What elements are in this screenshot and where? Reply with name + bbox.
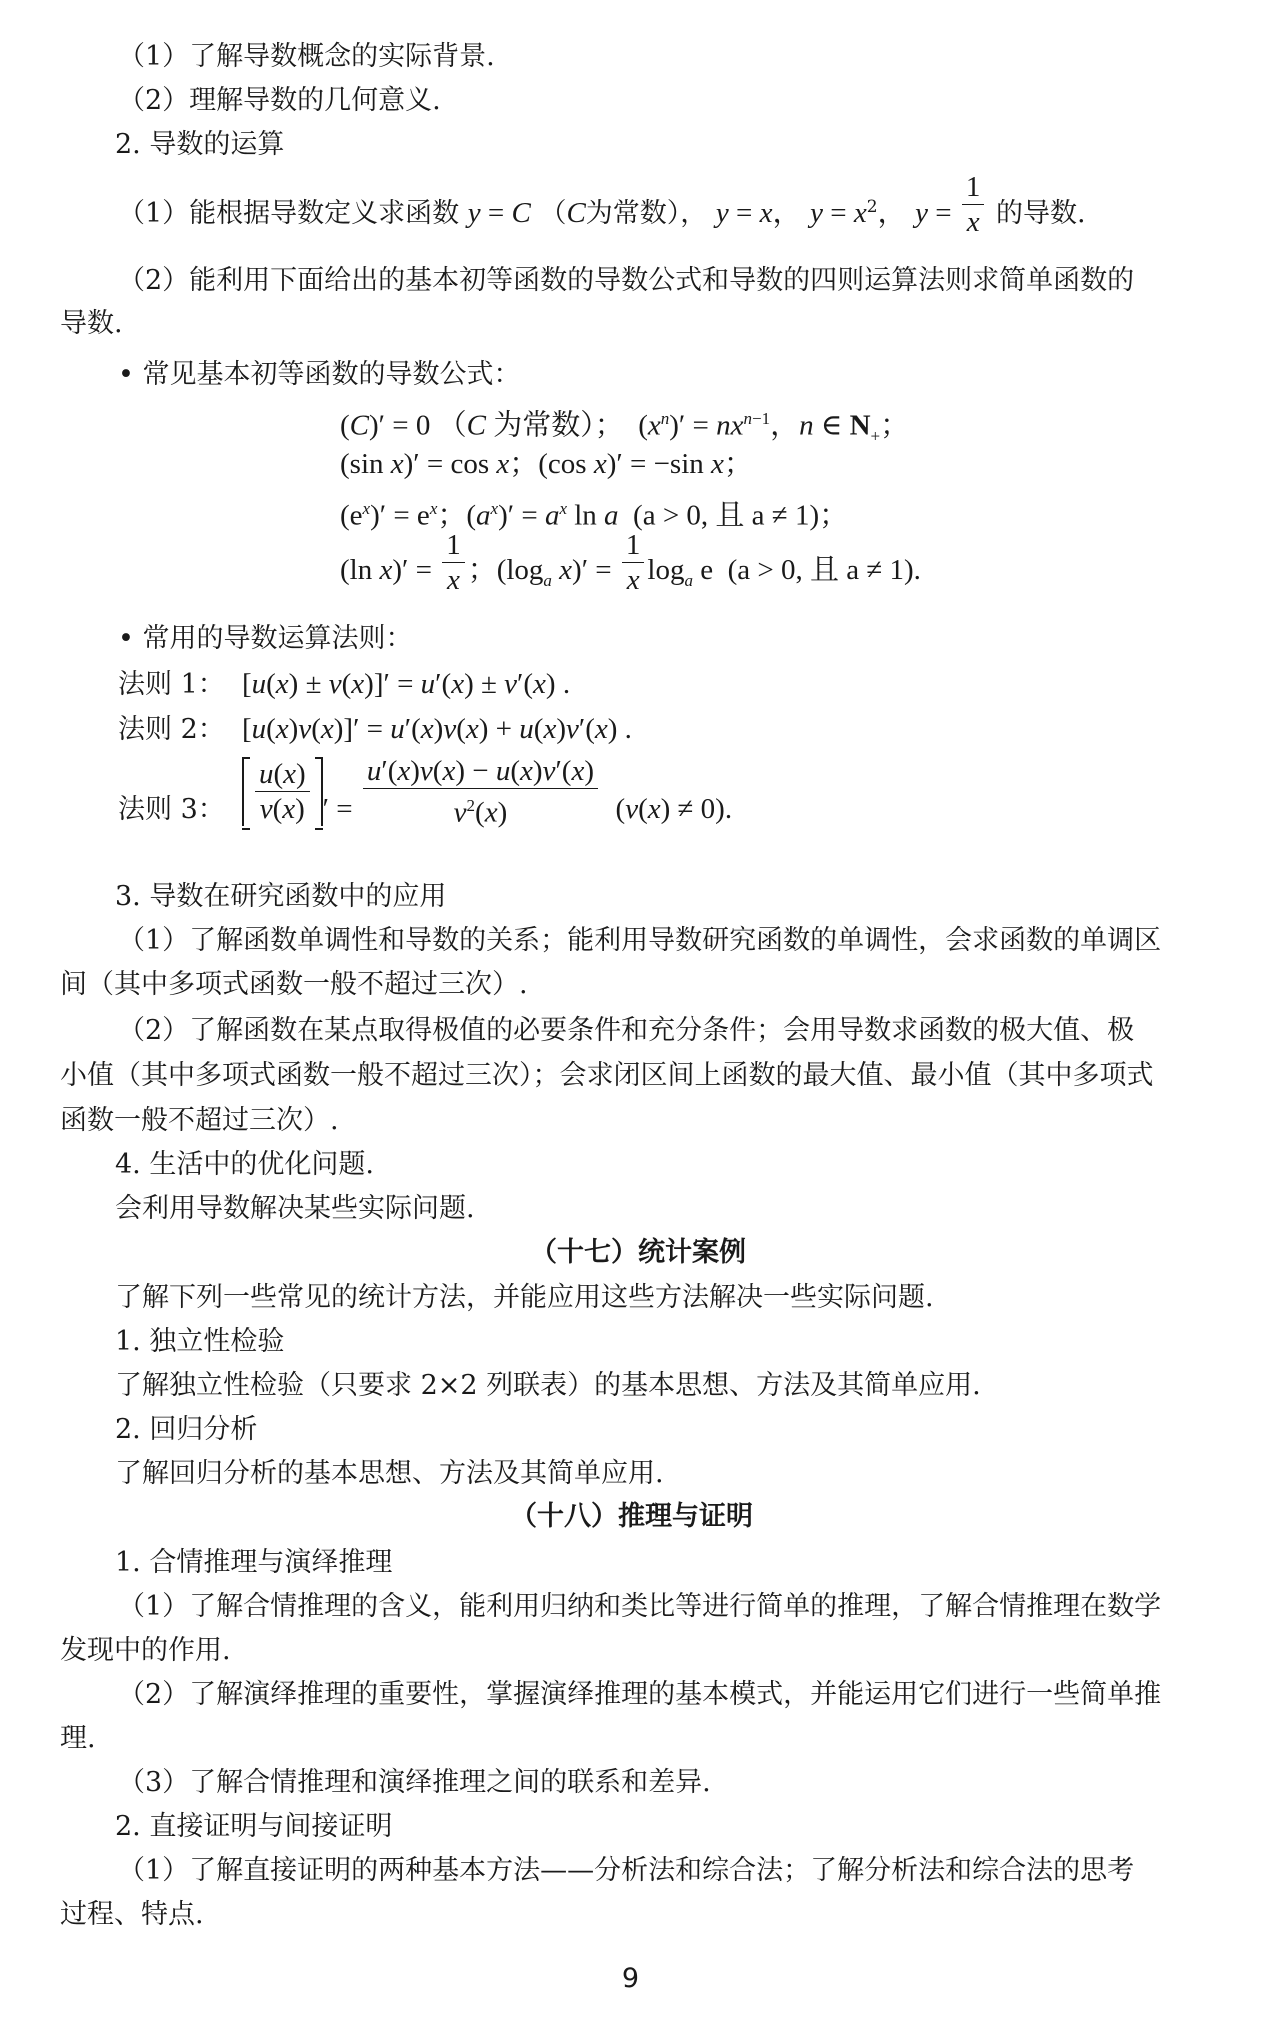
text-line-with-math: （1）能根据导数定义求函数 y = C （C为常数）， y = x， $y = x^2$， y = $\frac{1}{x}$ 的导数. [118,171,1086,238]
bullet-heading: • 常用的导数运算法则： [118,623,413,654]
text-line: 了解回归分析的基本思想、方法及其简单应用. [115,1458,664,1489]
rule-line: 法则 1： [u(x) ± v(x)]′ = u′(x) ± v′(x) . [118,668,571,700]
rule-line: 法则 3： $\frac{u(x)}{v(x)}$ ′ = $\frac{u'(x)v(x) - u(x)v'(x)}{v^2(x)}$ (v(x) ≠ 0). [118,754,733,829]
text-line: （3）了解合情推理和演绎推理之间的联系和差异. [118,1767,711,1798]
formula: (sin x)′ = cos x；(cos x)′ = −sin x； [340,448,753,480]
bullet-heading: • 常见基本初等函数的导数公式： [118,359,521,390]
text-line: （1）了解导数概念的实际背景. [118,41,495,72]
text-line: 了解独立性检验（只要求 2×2 列联表）的基本思想、方法及其简单应用. [115,1370,981,1401]
page-number: 9 [621,1963,640,1994]
text-line: 小值（其中多项式函数一般不超过三次）；会求闭区间上函数的最大值、最小值（其中多项式 [60,1060,1154,1091]
text-line: 间（其中多项式函数一般不超过三次）. [60,969,528,1000]
text-line: （1）了解函数单调性和导数的关系；能利用导数研究函数的单调性，会求函数的单调区 [118,925,1162,956]
text-line: （1）了解合情推理的含义，能利用归纳和类比等进行简单的推理，了解合情推理在数学 [118,1591,1162,1622]
subsection-heading: 1. 合情推理与演绎推理 [115,1547,393,1578]
formula: $(e^x)' = e^x$；$(a^x)' = a^x$ ln a (a > 0, 且 a ≠ 1)； [340,499,849,532]
text-line: （1）了解直接证明的两种基本方法——分析法和综合法；了解分析法和综合法的思考 [118,1855,1135,1886]
subsection-heading: 4. 生活中的优化问题. [115,1149,374,1180]
text-line: （2）了解演绎推理的重要性，掌握演绎推理的基本模式，并能运用它们进行一些简单推 [118,1679,1162,1710]
formula: (ln x)′ = $\frac{1}{x}$ ；($\log_a$ x)′ = $\frac{1}{x}$ $\log_a e$ (a > 0, 且 a ≠ 1). [340,529,921,596]
subsection-heading: 2. 回归分析 [115,1414,258,1445]
text-line: 了解下列一些常见的统计方法，并能应用这些方法解决一些实际问题. [115,1282,934,1313]
text-line: 理. [60,1723,96,1754]
text-line: （2）了解函数在某点取得极值的必要条件和充分条件；会用导数求函数的极大值、极 [118,1015,1135,1046]
subsection-heading: 1. 独立性检验 [115,1326,285,1357]
section-heading: （十七）统计案例 [530,1237,746,1268]
formula: (C)′ = 0 （C 为常数）； $(x^n)' = nx^{n-1}$，n ∈ $N_+$； [340,409,910,446]
subsection-heading: 2. 导数的运算 [115,129,285,160]
text-line: 导数. [60,308,123,339]
subsection-heading: 2. 直接证明与间接证明 [115,1811,393,1842]
subsection-heading: 3. 导数在研究函数中的应用 [115,881,447,912]
rule-line: 法则 2： [u(x)v(x)]′ = u′(x)v(x) + u(x)v′(x) . [118,713,632,745]
text-line: 发现中的作用. [60,1635,231,1666]
text-line: （2）能利用下面给出的基本初等函数的导数公式和导数的四则运算法则求简单函数的 [118,265,1135,296]
section-heading: （十八）推理与证明 [510,1501,753,1532]
text-line: （2）理解导数的几何意义. [118,85,441,116]
text-line: 函数一般不超过三次）. [60,1105,339,1136]
text-line: 过程、特点. [60,1899,204,1930]
text-line: 会利用导数解决某些实际问题. [115,1193,475,1224]
